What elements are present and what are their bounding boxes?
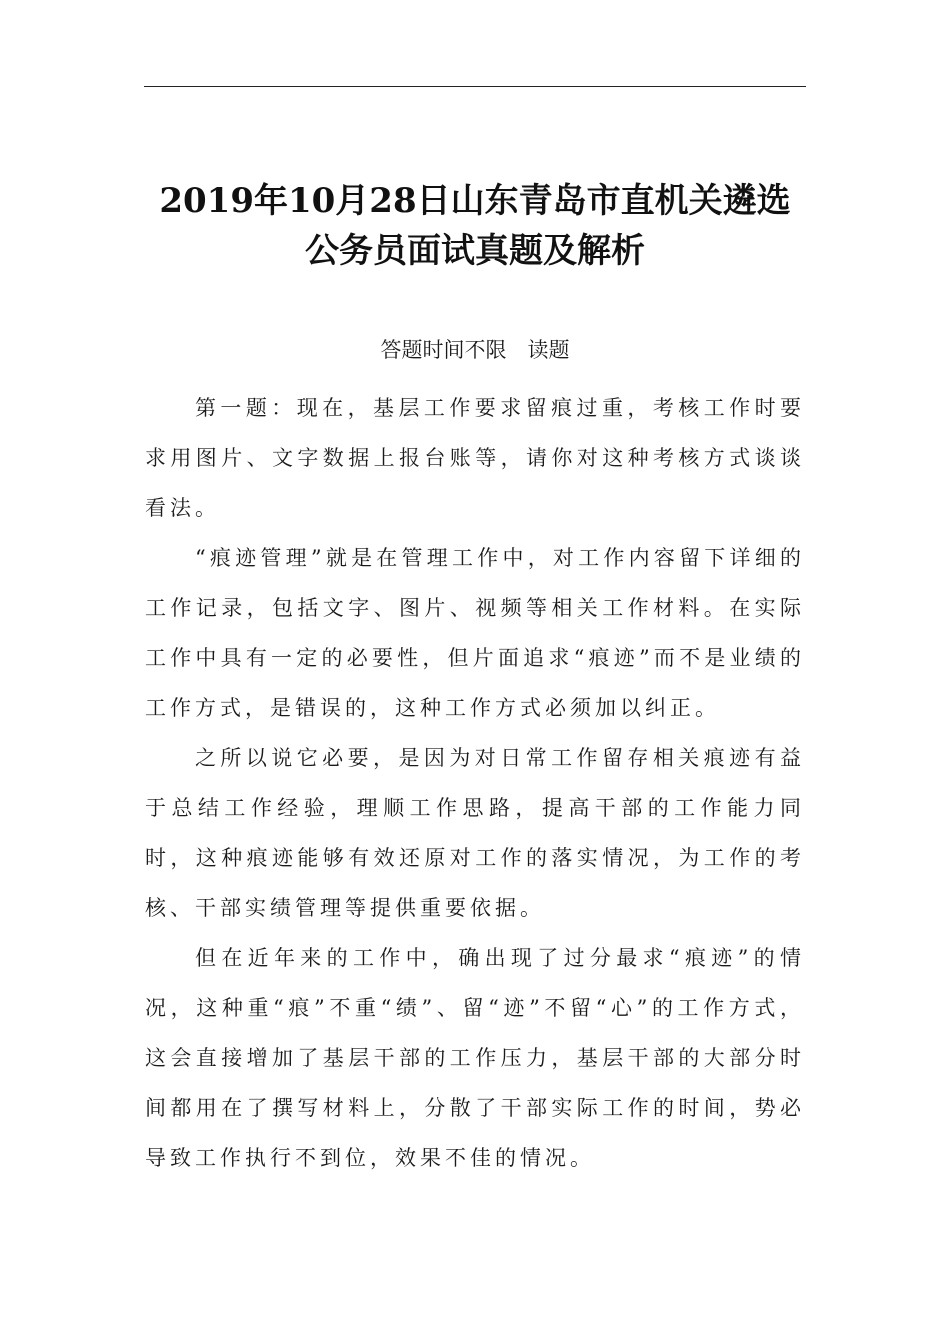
question-paragraph: 第一题：现在，基层工作要求留痕过重，考核工作时要求用图片、文字数据上报台账等，请你对这种考核方式谈谈看法。 [145, 396, 805, 520]
title-line-1: 2019年10月28日山东青岛市直机关遴选 [159, 181, 791, 221]
document-body [145, 383, 805, 1183]
answer-paragraph-3: 但在近年来的工作中，确出现了过分最求“痕迹”的情况，这种重“痕”不重“绩”、留“迹”不留“心”的工作方式，这会直接增加了基层干部的工作压力，基层干部的大部分时间都用在了撰写材料上，分散了干部实际工作的时间，势必导致工作执行不到位，效果不佳的情况。 [145, 946, 805, 1170]
answer-paragraph-2: 之所以说它必要，是因为对日常工作留存相关痕迹有益于总结工作经验，理顺工作思路，提高干部的工作能力同时，这种痕迹能够有效还原对工作的落实情况，为工作的考核、干部实绩管理等提供重要依据。 [145, 746, 805, 920]
document-title [120, 176, 830, 276]
title-line-2: 公务员面试真题及解析 [305, 231, 645, 271]
answer-time-note: 答题时间不限 读题 [380, 338, 570, 362]
header-rule [144, 86, 806, 87]
answer-paragraph-1: “痕迹管理”就是在管理工作中，对工作内容留下详细的工作记录，包括文字、图片、视频等相关工作材料。在实际工作中具有一定的必要性，但片面追求“痕迹”而不是业绩的工作方式，是错误的，这种工作方式必须加以纠正。 [145, 546, 805, 720]
